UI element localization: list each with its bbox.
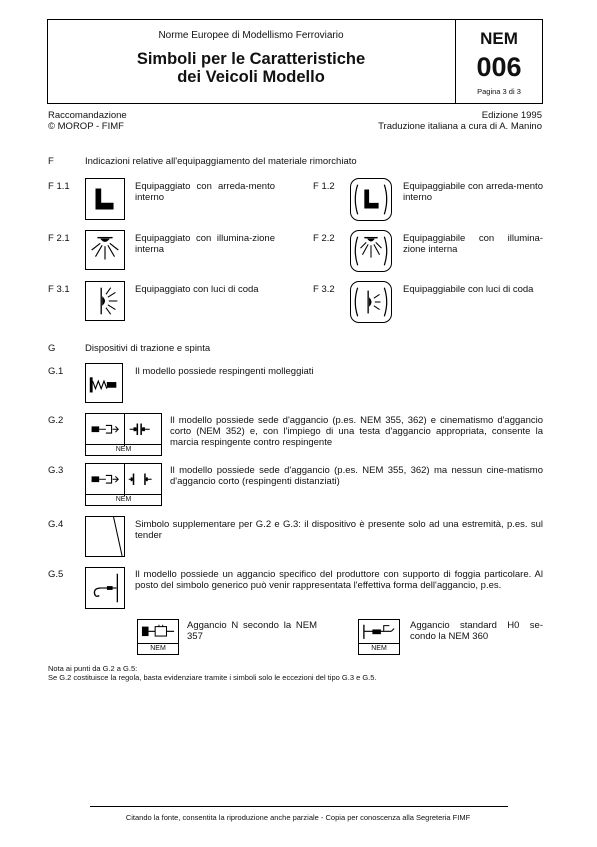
item-text-g1: Il modello possiede respingenti molleggiati bbox=[135, 366, 314, 377]
item-text-f11: Equipaggiato con arreda-mento interno bbox=[135, 181, 275, 203]
footer-rule bbox=[90, 806, 508, 807]
document-title bbox=[48, 50, 454, 86]
lamp-icon bbox=[350, 230, 392, 272]
header-org: Norme Europee di Modellismo Ferroviario bbox=[158, 30, 344, 41]
title-line-2: dei Veicoli Modello bbox=[177, 68, 325, 86]
footer-text: Citando la fonte, consentita la riproduzione anche parziale - Copia per conoscenza alla Segreteria FIMF bbox=[125, 813, 471, 822]
item-code-g4: G.4 bbox=[48, 519, 64, 530]
item-code-g3: G.3 bbox=[48, 465, 64, 476]
coupler-spaced-icon bbox=[85, 463, 162, 506]
item-code-g5: G.5 bbox=[48, 569, 64, 580]
item-text-f12: Equipaggiabile con arreda-mento interno bbox=[403, 181, 543, 203]
doc-type: Raccomandazione bbox=[48, 110, 127, 121]
section-g-title: Dispositivi di trazione e spinta bbox=[85, 343, 211, 354]
title-line-1: Simboli per le Caratteristiche bbox=[136, 50, 366, 68]
item-code-g1: G.1 bbox=[48, 366, 64, 377]
hook-coupler-icon bbox=[85, 567, 125, 609]
one-end-icon bbox=[85, 516, 125, 557]
nem-number: 006 bbox=[476, 52, 522, 82]
nem-tag: NEM bbox=[359, 643, 399, 654]
item-code-f32: F 3.2 bbox=[313, 284, 335, 295]
section-f-title: Indicazioni relative all'equipaggiamento del materiale rimorchiato bbox=[85, 156, 357, 167]
example-text-h0: Aggancio standard H0 se-condo la NEM 360 bbox=[410, 620, 543, 642]
item-code-f12: F 1.2 bbox=[313, 181, 335, 192]
item-text-g4: Simbolo supplementare per G.2 e G.3: il dispositivo è presente solo ad una estremità, p.es. sul tender bbox=[135, 519, 543, 541]
section-f-code: F bbox=[48, 156, 54, 167]
item-text-g2: Il modello possiede sede d'aggancio (p.es. NEM 355, 362) e cinematismo d'aggancio corto (NEM 352) e, con l'impiego di una testa d'aggancio appropriata, consente la marcia respingente contro respingente bbox=[170, 415, 543, 448]
coupler-close-icon bbox=[85, 413, 162, 456]
tail-light-icon bbox=[350, 281, 392, 323]
h0-coupler-example-icon bbox=[358, 619, 400, 655]
note-title: Nota ai punti da G.2 a G.5: bbox=[48, 664, 138, 673]
lamp-icon bbox=[85, 230, 125, 270]
n-coupler-example-icon bbox=[137, 619, 179, 655]
nem-tag: NEM bbox=[86, 444, 161, 455]
note-text: Se G.2 costituisce la regola, basta evidenziare tramite i simboli solo le eccezioni del tipo G.3 e G.5. bbox=[48, 673, 377, 682]
item-code-f21: F 2.1 bbox=[48, 233, 70, 244]
item-text-g5: Il modello possiede un aggancio specifico del produttore con supporto di foggia particolare. Al posto del simbolo generico può venir rappresentata l'effettiva forma dell'aggancio, p.es. bbox=[135, 569, 543, 591]
example-text-n: Aggancio N secondo la NEM 357 bbox=[187, 620, 317, 642]
translation-credit: Traduzione italiana a cura di A. Manino bbox=[378, 121, 542, 132]
seat-icon bbox=[85, 178, 125, 220]
edition: Edizione 1995 bbox=[481, 110, 542, 121]
tail-light-icon bbox=[85, 281, 125, 321]
nem-tag: NEM bbox=[86, 494, 161, 505]
item-text-g3: Il modello possiede sede d'aggancio (p.es. NEM 355, 362) ma nessun cine-matismo d'aggancio corto (respingenti distanziati) bbox=[170, 465, 543, 487]
nem-label: NEM bbox=[480, 29, 518, 48]
item-text-f32: Equipaggiabile con luci di coda bbox=[403, 284, 534, 295]
page-number: Pagina 3 di 3 bbox=[477, 87, 521, 96]
sprung-buffer-icon bbox=[85, 363, 123, 403]
item-code-g2: G.2 bbox=[48, 415, 64, 426]
section-g-code: G bbox=[48, 343, 56, 354]
item-code-f31: F 3.1 bbox=[48, 284, 70, 295]
seat-icon bbox=[350, 178, 392, 221]
item-code-f22: F 2.2 bbox=[313, 233, 335, 244]
item-code-f11: F 1.1 bbox=[48, 181, 70, 192]
item-text-f31: Equipaggiato con luci di coda bbox=[135, 284, 259, 295]
copyright: © MOROP - FIMF bbox=[48, 121, 124, 132]
item-text-f22: Equipaggiabile con illumina-zione interna bbox=[403, 233, 543, 255]
item-text-f21: Equipaggiato con illumina-zione interna bbox=[135, 233, 275, 255]
nem-tag: NEM bbox=[138, 643, 178, 654]
